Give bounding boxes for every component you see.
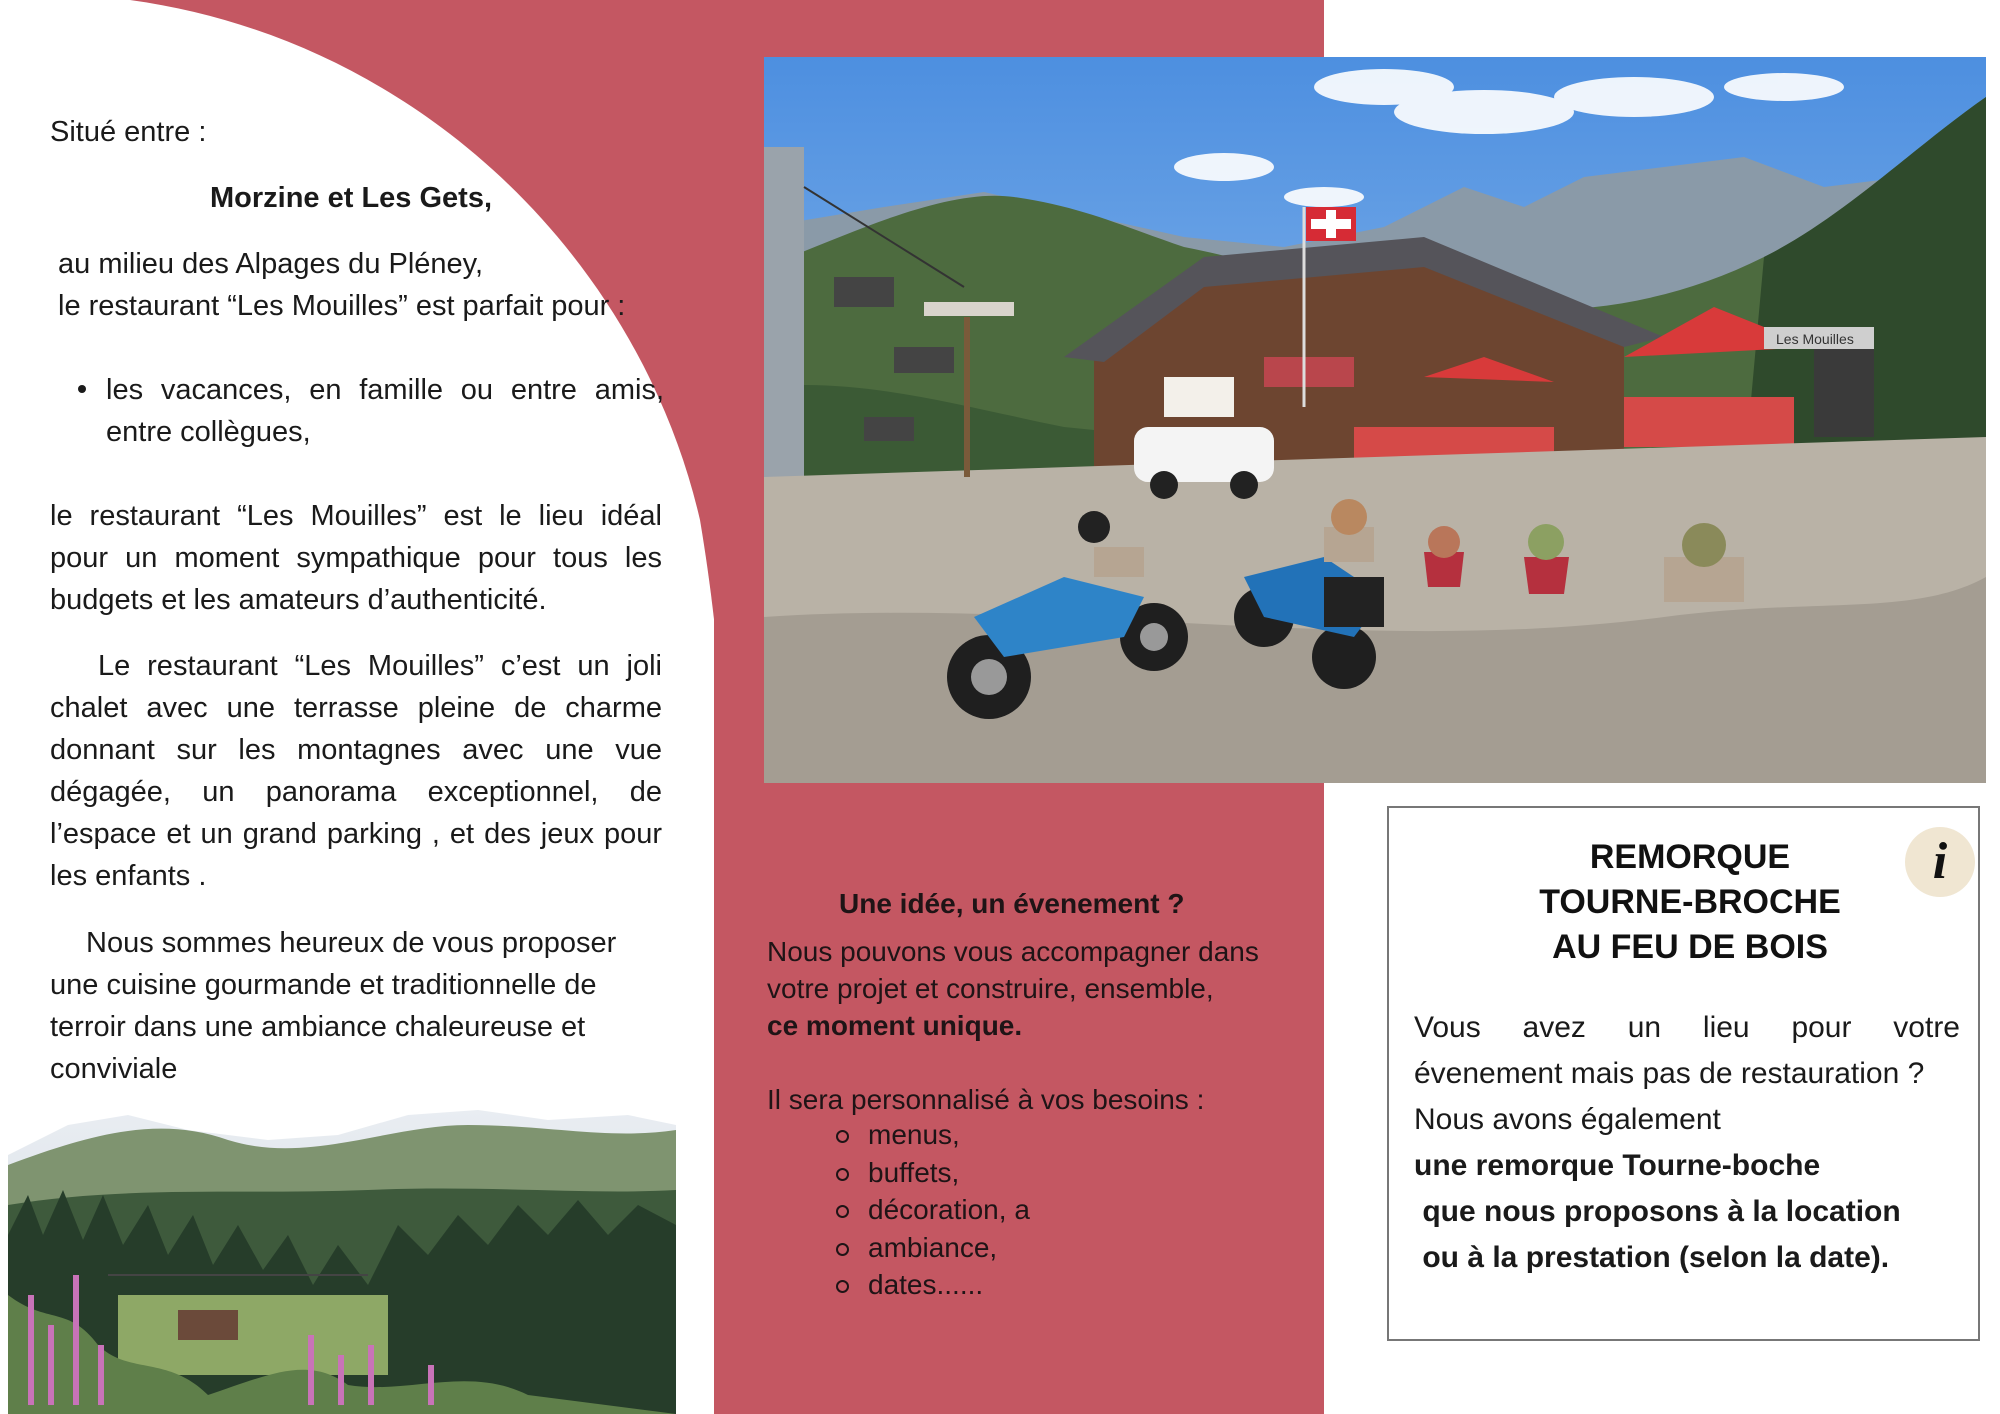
list-item: dates...... bbox=[836, 1266, 1030, 1304]
event-line2: votre projet et construire, ensemble, bbox=[767, 973, 1214, 1004]
list-item: décoration, a bbox=[836, 1191, 1030, 1229]
list-item: menus, bbox=[836, 1116, 1030, 1154]
event-options-list bbox=[836, 1116, 1030, 1304]
event-line1: Nous pouvons vous accompagner dans bbox=[767, 936, 1259, 967]
chalet-sign: Les Mouilles bbox=[1776, 331, 1854, 347]
event-line4: Il sera personnalisé à vos besoins : bbox=[767, 1084, 1205, 1115]
info-title-line3: AU FEU DE BOIS bbox=[1552, 928, 1828, 966]
info-icon-letter: i bbox=[1932, 833, 1948, 890]
list-item: ambiance, bbox=[836, 1229, 1030, 1267]
bullet-dot bbox=[78, 385, 86, 393]
event-heading: Une idée, un évenement ? bbox=[839, 888, 1185, 919]
ideal-place-paragraph: le restaurant “Les Mouilles” est le lieu idéal pour un moment sympathique pour tous les budgets et les amateurs d’authenticité. bbox=[50, 500, 662, 616]
chalet-paragraph: Le restaurant “Les Mouilles” c’est un joli chalet avec une terrasse pleine de charme donnant sur les montagnes avec une vue dégagée, un panorama exceptionnel, de l’espace et un grand parking , et des jeux pour les enfants . bbox=[50, 650, 662, 892]
intro-text: Situé entre : bbox=[50, 116, 207, 148]
info-bold-line3: ou à la prestation (selon la date). bbox=[1414, 1241, 1890, 1274]
perfect-for-line: le restaurant “Les Mouilles” est parfait pour : bbox=[58, 290, 626, 322]
info-bold-line1: une remorque Tourne-boche bbox=[1414, 1149, 1821, 1182]
info-title-line2: TOURNE-BROCHE bbox=[1539, 883, 1841, 921]
bullet-text-line2: entre collègues, bbox=[106, 416, 311, 448]
info-line2: évenement mais pas de restauration ? bbox=[1414, 1057, 1925, 1090]
bullet-text-line1: les vacances, en famille ou entre amis, bbox=[106, 374, 664, 406]
event-line3: ce moment unique. bbox=[767, 1010, 1023, 1041]
chalet-photo bbox=[764, 57, 1986, 783]
cuisine-line1: Nous sommes heureux de vous proposer bbox=[86, 927, 617, 959]
towns-text: Morzine et Les Gets, bbox=[210, 182, 493, 214]
alpine-meadow-photo bbox=[8, 1095, 676, 1414]
cuisine-line4: conviviale bbox=[50, 1053, 178, 1085]
location-line: au milieu des Alpages du Pléney, bbox=[58, 248, 484, 280]
cuisine-line2: une cuisine gourmande et traditionnelle de bbox=[50, 969, 597, 1001]
info-line3: Nous avons également bbox=[1414, 1103, 1721, 1136]
info-bold-line2: que nous proposons à la location bbox=[1414, 1195, 1901, 1228]
info-line1: Vous avez un lieu pour votre bbox=[1414, 1011, 1960, 1044]
list-item: buffets, bbox=[836, 1154, 1030, 1192]
info-title-line1: REMORQUE bbox=[1589, 838, 1791, 876]
cuisine-line3: terroir dans une ambiance chaleureuse et bbox=[50, 1011, 586, 1043]
